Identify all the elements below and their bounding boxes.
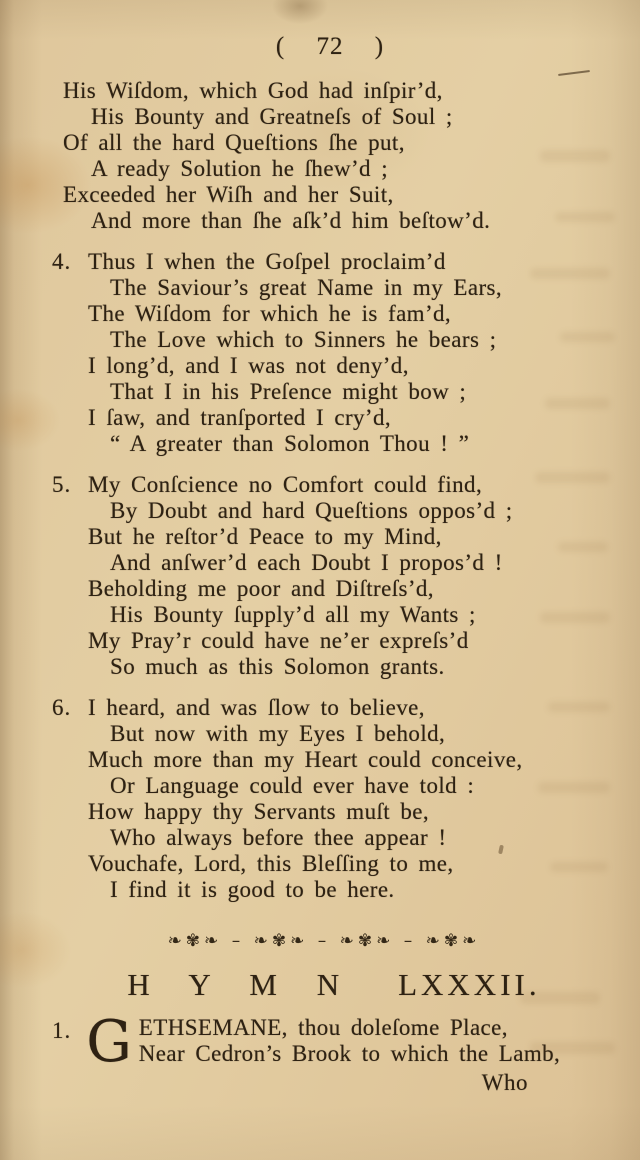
stanza-number: 4. <box>52 249 72 274</box>
verse-line: The Wiſdom for which he is fam’d, <box>88 301 452 326</box>
stanza-lines <box>88 249 620 457</box>
verse-line: Beholding me poor and Diſtreſs’d, <box>88 576 434 601</box>
stanza-lines <box>139 1015 560 1067</box>
stanza-number: 6. <box>52 695 72 720</box>
verse-line: I long’d, and I was not deny’d, <box>88 353 409 378</box>
stray-ink-mark <box>558 70 590 76</box>
verse-line: Near Cedron’s Brook to which the Lamb, <box>138 1041 561 1066</box>
stanza-1-hymn82 <box>52 1009 640 1075</box>
verse-line: But now with my Eyes I behold, <box>110 721 446 746</box>
verse-line: His Bounty and Greatneſs of Soul ; <box>91 104 453 129</box>
stanza-6 <box>52 695 620 903</box>
hymn-heading-word: H Y M N <box>127 967 353 1002</box>
stanza-number: 5. <box>52 472 72 497</box>
stanza-lines <box>88 695 620 903</box>
verse-line: His Bounty ſupply’d all my Wants ; <box>110 602 476 627</box>
stanza-lines <box>88 472 620 680</box>
verse-line: I ſaw, and tranſported I cry’d, <box>88 405 392 430</box>
stanza-continuation <box>63 78 620 234</box>
verse-line: ETHSEMANE, thou doleſome Place, <box>138 1015 508 1040</box>
hymn-heading <box>14 967 640 1003</box>
verse-line: So much as this Solomon grants. <box>110 654 445 679</box>
verse-line: But he reſtor’d Peace to my Mind, <box>88 524 442 549</box>
ornament-divider: ❧✾❧ – ❧✾❧ – ❧✾❧ – ❧✾❧ <box>167 931 481 951</box>
stanza-5 <box>52 472 620 680</box>
verse-line: And more than ſhe aſk’d him beſtow’d. <box>91 208 491 233</box>
verse-line: Vouchafe, Lord, this Bleſſing to me, <box>88 851 454 876</box>
drop-cap: G <box>86 1009 132 1075</box>
verse-line: Of all the hard Queſtions ſhe put, <box>63 130 405 155</box>
verse-line: Much more than my Heart could conceive, <box>88 747 523 772</box>
stanza-number: 1. <box>52 1018 72 1043</box>
verse-line: That I in his Preſence might bow ; <box>110 379 467 404</box>
verse-line: I find it is good to be here. <box>110 877 395 902</box>
verse-line: I heard, and was ſlow to believe, <box>88 695 425 720</box>
verse-line: The Saviour’s great Name in my Ears, <box>110 275 503 300</box>
verse-line: A ready Solution he ſhew’d ; <box>91 156 388 181</box>
stanza-4 <box>52 249 620 457</box>
hymn-heading-numeral: LXXXII. <box>398 967 541 1002</box>
page-number: ( 72 ) <box>275 33 385 60</box>
verse-line: By Doubt and hard Queſtions oppos’d ; <box>110 498 513 523</box>
verse-line: His Wiſdom, which God had inſpir’d, <box>63 78 443 103</box>
verse-line: The Love which to Sinners he bears ; <box>110 327 497 352</box>
verse-line: “ A greater than Solomon Thou ! ” <box>110 431 470 456</box>
show-through <box>530 1042 615 1054</box>
verse-line: Exceeded her Wiſh and her Suit, <box>63 182 394 207</box>
verse-line: My Conſcience no Comfort could find, <box>88 472 483 497</box>
verse-line: How happy thy Servants muſt be, <box>88 799 430 824</box>
verse-line: My Pray’r could have ne’er expreſs’d <box>88 628 469 653</box>
verse-line: Or Language could ever have told : <box>110 773 475 798</box>
verse-line: Thus I when the Goſpel proclaim’d <box>88 249 446 274</box>
verse-line: Who always before thee appear ! <box>110 825 447 850</box>
verse-line: And anſwer’d each Doubt I propos’d ! <box>110 550 503 575</box>
catchword: Who <box>481 1070 528 1095</box>
